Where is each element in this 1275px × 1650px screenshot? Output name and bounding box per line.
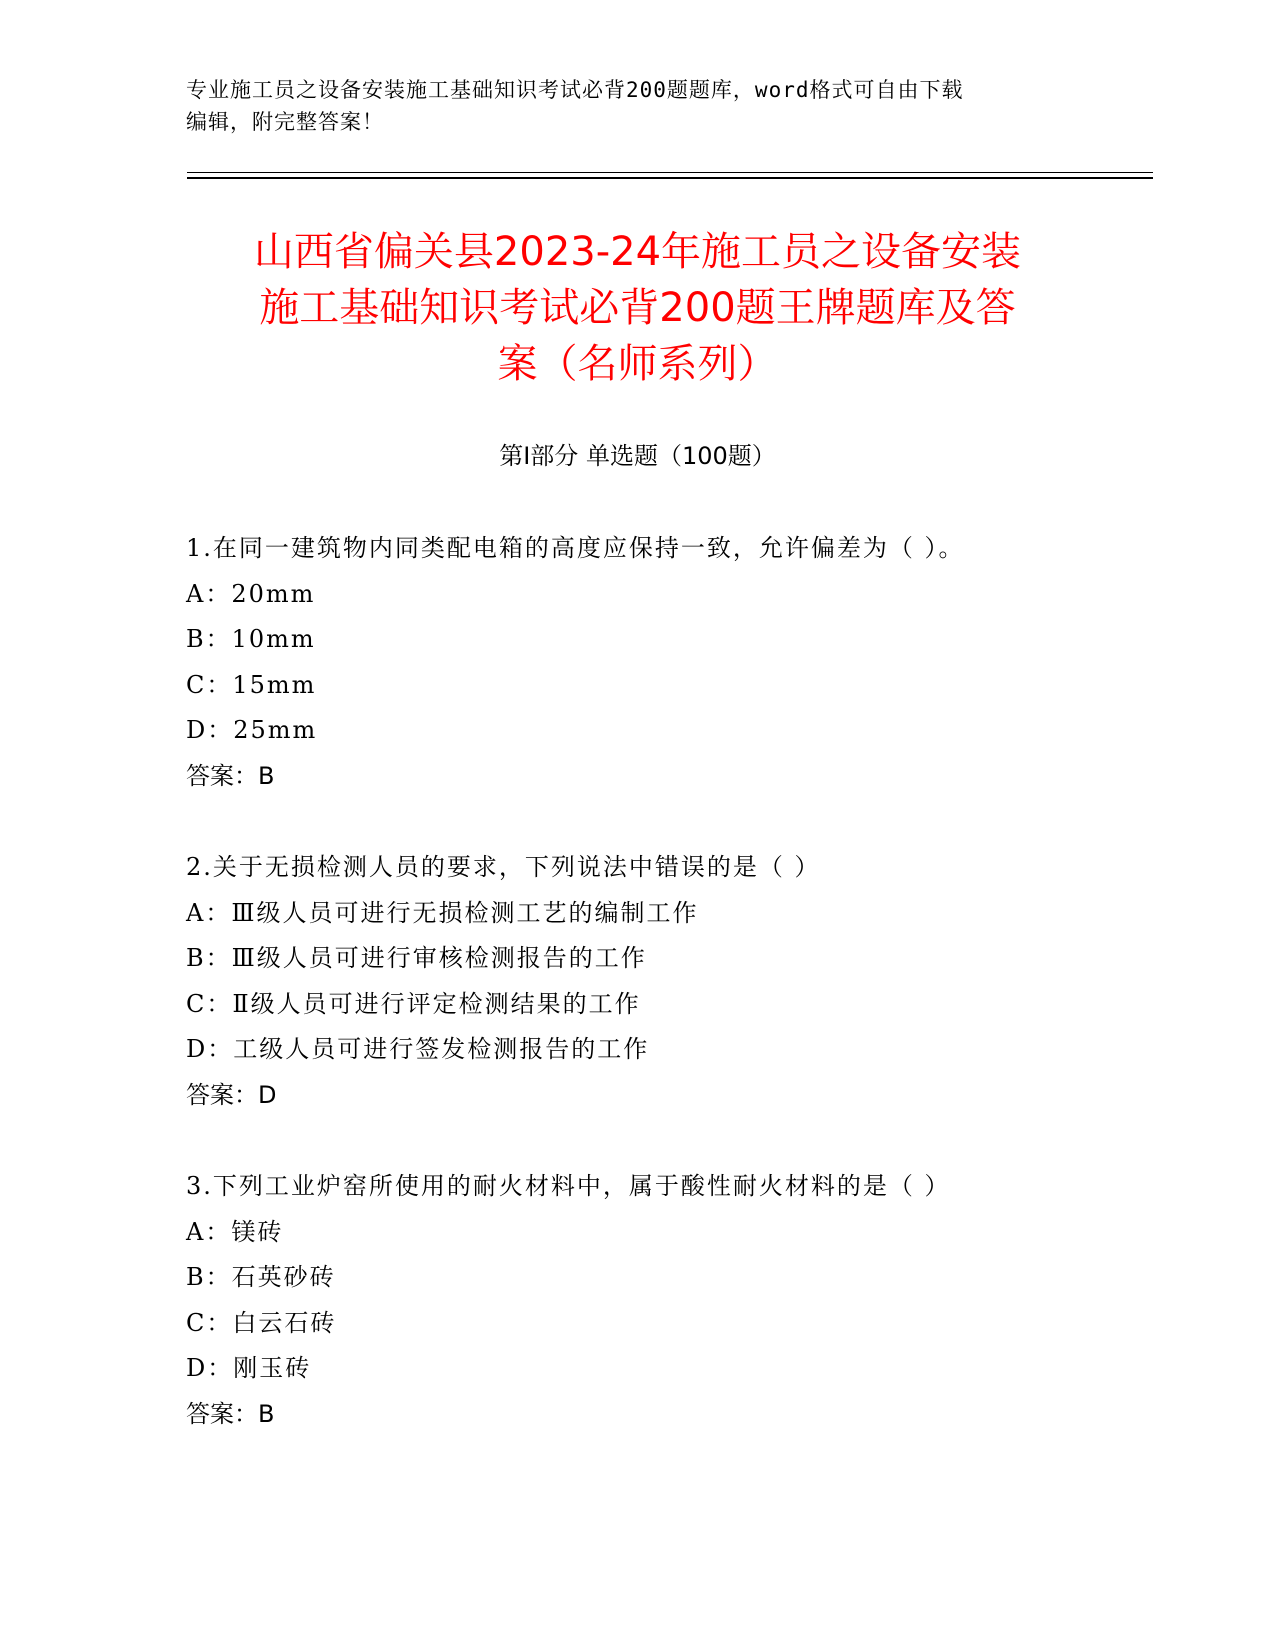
option-b: B：Ⅲ级人员可进行审核检测报告的工作	[186, 944, 647, 972]
option-d: D：工级人员可进行签发检测报告的工作	[186, 1035, 650, 1063]
question-list	[186, 526, 1226, 1483]
option-d: D：25mm	[186, 716, 318, 744]
question-1	[186, 526, 1226, 799]
header-note	[186, 74, 1086, 138]
option-a: A：镁砖	[186, 1217, 284, 1246]
document-title	[180, 224, 1095, 392]
document-title-line-2: 施工基础知识考试必背200题王牌题库及答	[259, 285, 1016, 331]
option-c: C：白云石砖	[186, 1308, 337, 1337]
document-title-line-1: 山西省偏关县2023-24年施工员之设备安装	[253, 229, 1022, 275]
document-title-line-3: 案（名师系列）	[497, 341, 778, 387]
question-3	[186, 1164, 1226, 1437]
option-d: D：刚玉砖	[186, 1354, 312, 1382]
option-c: C：15mm	[186, 670, 317, 699]
question-stem: 2.关于无损检测人员的要求，下列说法中错误的是（ ）	[186, 853, 821, 881]
header-divider-thick	[187, 177, 1153, 179]
question-stem: 3.下列工业炉窑所使用的耐火材料中，属于酸性耐火材料的是（ ）	[186, 1172, 951, 1200]
option-b: B：石英砂砖	[186, 1263, 336, 1291]
answer: 答案：B	[186, 761, 275, 790]
section-title: 第Ⅰ部分 单选题（100题）	[499, 442, 776, 470]
option-b: B：10mm	[186, 625, 316, 653]
option-a: A：20mm	[186, 579, 316, 608]
answer: 答案：D	[186, 1080, 277, 1109]
question-2	[186, 845, 1226, 1118]
header-divider-thin	[187, 172, 1153, 173]
option-a: A：Ⅲ级人员可进行无损检测工艺的编制工作	[186, 898, 699, 927]
answer: 答案：B	[186, 1399, 275, 1428]
option-c: C：Ⅱ级人员可进行评定检测结果的工作	[186, 989, 641, 1018]
header-note-line-2: 编辑，附完整答案！	[186, 110, 384, 134]
header-note-line-1: 专业施工员之设备安装施工基础知识考试必背200题题库，word格式可自由下载	[186, 78, 964, 102]
question-stem: 1.在同一建筑物内同类配电箱的高度应保持一致，允许偏差为（ ）。	[186, 534, 965, 562]
